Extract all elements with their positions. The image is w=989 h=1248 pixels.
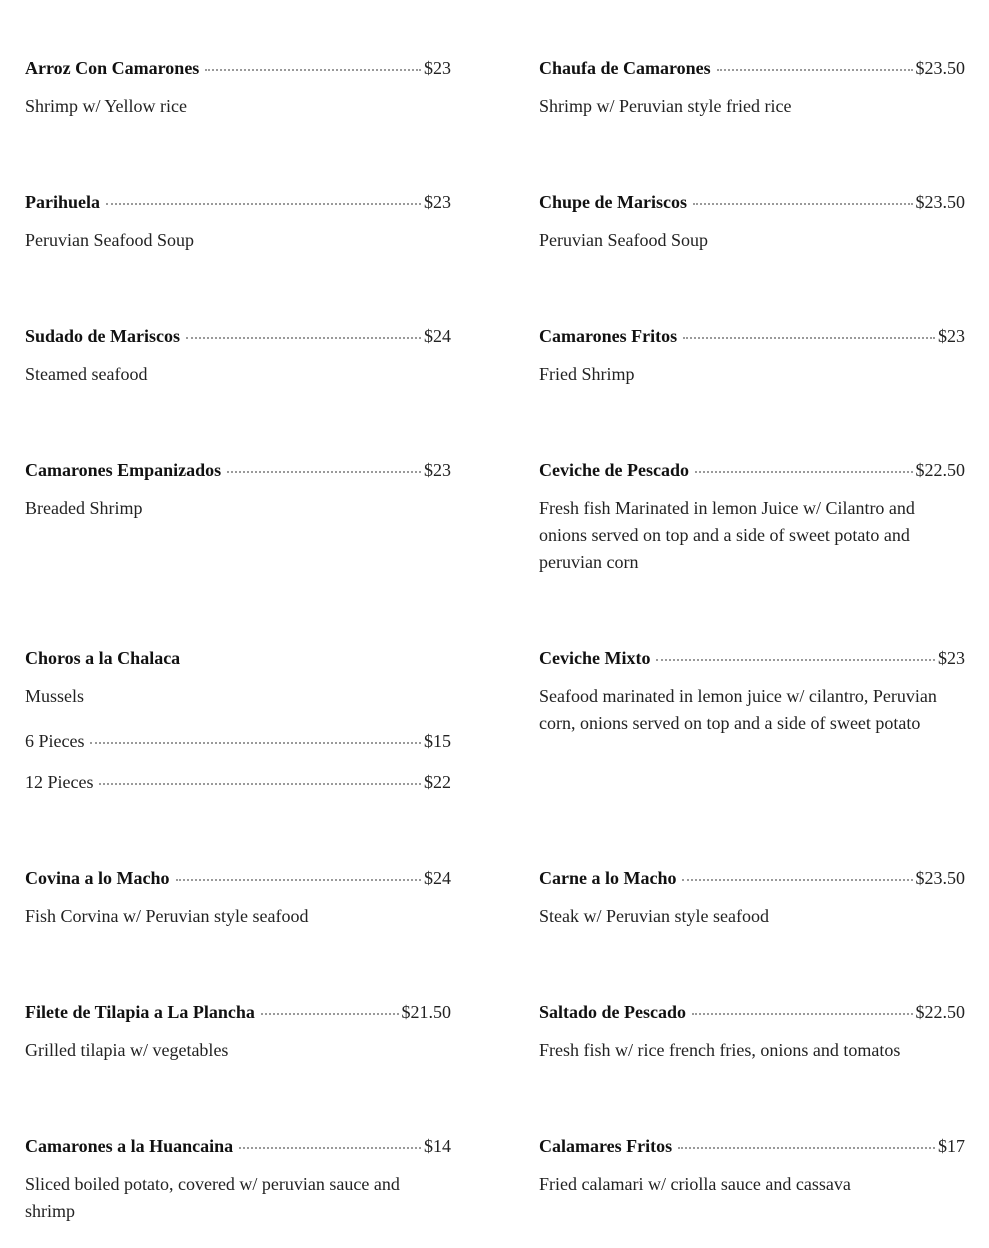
dot-leader xyxy=(683,337,935,339)
option-label: 12 Pieces xyxy=(25,772,94,792)
menu-item-header xyxy=(25,644,451,672)
menu-item xyxy=(25,54,451,120)
item-price: $22.50 xyxy=(915,460,965,480)
item-price: $17 xyxy=(938,1136,965,1156)
item-name: Covina a lo Macho xyxy=(25,868,170,888)
item-name: Camarones Fritos xyxy=(539,326,678,346)
menu-item xyxy=(25,1132,451,1225)
item-description: Peruvian Seafood Soup xyxy=(25,230,194,250)
item-price: $23 xyxy=(938,648,965,668)
menu-item-header xyxy=(539,864,965,892)
dot-leader xyxy=(693,203,913,205)
menu-item-header xyxy=(25,864,451,892)
item-description: Fried calamari w/ criolla sauce and cassava xyxy=(539,1174,851,1194)
dot-leader xyxy=(656,659,935,661)
dot-leader xyxy=(692,1013,912,1015)
menu-item-header xyxy=(539,1132,965,1160)
item-name: Camarones Empanizados xyxy=(25,460,222,480)
menu-item-header xyxy=(25,322,451,350)
menu-item-header xyxy=(539,456,965,484)
item-description: Fried Shrimp xyxy=(539,364,635,384)
menu-item xyxy=(539,188,965,254)
item-price: $23 xyxy=(424,192,451,212)
item-price: $23 xyxy=(424,460,451,480)
item-price: $23 xyxy=(424,58,451,78)
option-row xyxy=(25,727,451,755)
item-description: Peruvian Seafood Soup xyxy=(539,230,708,250)
item-name: Calamares Fritos xyxy=(539,1136,673,1156)
option-price: $22 xyxy=(424,772,451,792)
menu-item xyxy=(25,322,451,388)
item-description: Fish Corvina w/ Peruvian style seafood xyxy=(25,906,309,926)
menu-item-header xyxy=(539,322,965,350)
menu-item-header xyxy=(539,998,965,1026)
option-price: $15 xyxy=(424,731,451,751)
item-description: Steak w/ Peruvian style seafood xyxy=(539,906,769,926)
menu-item xyxy=(25,188,451,254)
dot-leader xyxy=(99,783,421,785)
menu-item-header xyxy=(539,54,965,82)
menu-item xyxy=(539,1132,965,1198)
dot-leader xyxy=(717,69,913,71)
menu-item xyxy=(539,998,965,1064)
item-description: Grilled tilapia w/ vegetables xyxy=(25,1040,229,1060)
dot-leader xyxy=(261,1013,399,1015)
item-price: $24 xyxy=(424,868,451,888)
dot-leader xyxy=(695,471,913,473)
item-description: Fresh fish Marinated in lemon Juice w/ Cilantro and onions served on top and a side of sweet potato and peruvian corn xyxy=(539,498,915,572)
item-price: $21.50 xyxy=(401,1002,451,1022)
dot-leader xyxy=(90,742,421,744)
dot-leader xyxy=(186,337,421,339)
item-price: $23.50 xyxy=(915,192,965,212)
dot-leader xyxy=(176,879,421,881)
item-name: Filete de Tilapia a La Plancha xyxy=(25,1002,255,1022)
item-price: $22.50 xyxy=(915,1002,965,1022)
item-description: Mussels xyxy=(25,686,85,706)
item-price: $23.50 xyxy=(915,58,965,78)
item-name: Saltado de Pescado xyxy=(539,1002,687,1022)
menu-item-header xyxy=(25,456,451,484)
item-description: Shrimp w/ Yellow rice xyxy=(25,96,187,116)
menu-item-header xyxy=(25,998,451,1026)
menu-item-header xyxy=(539,644,965,672)
menu-item xyxy=(25,456,451,522)
dot-leader xyxy=(682,879,912,881)
option-row xyxy=(25,768,451,796)
item-description: Seafood marinated in lemon juice w/ cilantro, Peruvian corn, onions served on top and a side of sweet potato xyxy=(539,686,937,733)
menu-item-header xyxy=(25,54,451,82)
menu-item xyxy=(539,456,965,576)
menu-item-header xyxy=(25,188,451,216)
item-name: Parihuela xyxy=(25,192,100,212)
item-description: Fresh fish w/ rice french fries, onions and tomatos xyxy=(539,1040,901,1060)
item-description: Shrimp w/ Peruvian style fried rice xyxy=(539,96,792,116)
menu-item xyxy=(539,864,965,930)
item-price: $14 xyxy=(424,1136,451,1156)
menu-item xyxy=(25,998,451,1064)
item-description: Sliced boiled potato, covered w/ peruvian sauce and shrimp xyxy=(25,1174,400,1221)
dot-leader xyxy=(239,1147,421,1149)
item-description: Steamed seafood xyxy=(25,364,148,384)
menu-item xyxy=(539,54,965,120)
dot-leader xyxy=(205,69,421,71)
menu-item xyxy=(539,322,965,388)
item-price: $23 xyxy=(938,326,965,346)
menu-item xyxy=(539,644,965,737)
dot-leader xyxy=(678,1147,935,1149)
item-name: Arroz Con Camarones xyxy=(25,58,200,78)
menu-item xyxy=(25,864,451,930)
item-name: Ceviche Mixto xyxy=(539,648,651,668)
dot-leader xyxy=(227,471,421,473)
menu-item xyxy=(25,644,451,796)
item-description: Breaded Shrimp xyxy=(25,498,143,518)
item-name: Carne a lo Macho xyxy=(539,868,677,888)
item-name: Choros a la Chalaca xyxy=(25,648,181,668)
item-name: Chaufa de Camarones xyxy=(539,58,711,78)
item-name: Sudado de Mariscos xyxy=(25,326,181,346)
item-name: Chupe de Mariscos xyxy=(539,192,687,212)
item-price: $23.50 xyxy=(915,868,965,888)
dot-leader xyxy=(106,203,421,205)
menu-item-header xyxy=(25,1132,451,1160)
item-price: $24 xyxy=(424,326,451,346)
item-name: Ceviche de Pescado xyxy=(539,460,689,480)
option-label: 6 Pieces xyxy=(25,731,85,751)
menu-item-header xyxy=(539,188,965,216)
item-name: Camarones a la Huancaina xyxy=(25,1136,234,1156)
